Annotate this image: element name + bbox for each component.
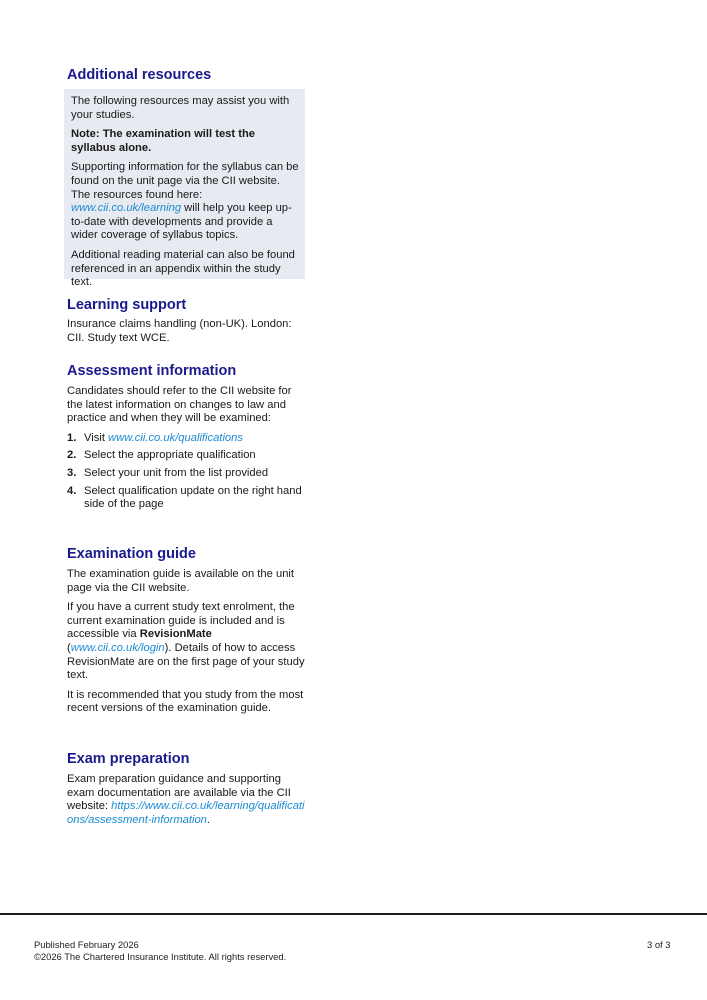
assessment-intro: Candidates should refer to the CII website for the latest information on changes to law and practice and when they will be examined:	[67, 385, 292, 425]
learning-link[interactable]: www.cii.co.uk/learning	[71, 202, 182, 215]
resources-additional-reading: Additional reading material can also be found referenced in an appendix within the study text.	[71, 248, 295, 289]
step-item	[67, 467, 305, 481]
exam-prep-text: Exam preparation guidance and supporting exam documentation are available via the CII website:	[67, 773, 291, 813]
step-number: 1.	[67, 431, 77, 444]
login-link[interactable]: www.cii.co.uk/login	[70, 641, 165, 654]
exam-preparation-text	[67, 773, 305, 827]
exam-guide-enrolment	[67, 601, 305, 683]
heading-learning-support: Learning support	[67, 297, 187, 313]
step-item	[67, 485, 305, 512]
enrolment-text-after: ). Details of how to access RevisionMate are on the first page of your study text.	[67, 641, 305, 682]
supporting-text-after: will help you keep up-to-date with developments and provide a wider coverage of syllabus topics.	[71, 202, 292, 242]
supporting-text: Supporting information for the syllabus can be found on the unit page via the CII website. The resources found here:	[71, 161, 299, 201]
step-text: Visit	[84, 431, 109, 444]
learning-support-text: Insurance claims handling (non-UK). London: CII. Study text WCE.	[67, 318, 292, 344]
step-text: Select your unit from the list provided	[84, 466, 269, 479]
note-text: Note: The examination will test the syllabus alone.	[71, 128, 255, 154]
resources-intro: The following resources may assist you with your studies.	[71, 95, 290, 121]
footer-left	[34, 939, 286, 963]
additional-resources-box	[64, 89, 305, 289]
step-number: 4.	[67, 484, 77, 497]
step-item	[67, 449, 305, 463]
resources-supporting-info	[71, 161, 301, 243]
step-text: Select the appropriate qualification	[84, 449, 256, 462]
qualifications-link[interactable]: www.cii.co.uk/qualifications	[108, 431, 243, 444]
exam-prep-text-after: .	[206, 813, 211, 826]
heading-examination-guide: Examination guide	[67, 546, 196, 562]
step-number: 3.	[67, 466, 77, 479]
paren-open: (	[67, 641, 71, 654]
enrolment-text: If you have a current study text enrolment, the current examination guide is included and is accessible via	[67, 601, 295, 641]
revisionmate-label: RevisionMate	[139, 628, 212, 641]
assessment-information-section	[67, 385, 305, 516]
learning-support-section	[67, 318, 305, 345]
heading-exam-preparation: Exam preparation	[67, 751, 190, 767]
step-number: 2.	[67, 449, 77, 462]
assessment-information-link[interactable]: https://www.cii.co.uk/learning/qualifications/assessment-information	[67, 800, 305, 826]
published-date: Published February 2026	[34, 939, 139, 950]
exam-preparation-section	[67, 773, 305, 827]
step-text: Select qualification update on the right hand side of the page	[84, 484, 302, 511]
assessment-steps	[67, 432, 305, 512]
copyright: ©2026 The Chartered Insurance Institute. All rights reserved.	[34, 951, 287, 962]
heading-additional-resources: Additional resources	[67, 67, 212, 83]
footer-divider	[0, 913, 707, 915]
page-number: 3 of 3	[647, 939, 671, 950]
step-item	[67, 432, 305, 446]
exam-guide-recommendation: It is recommended that you study from the most recent versions of the examination guide.	[67, 688, 304, 715]
resources-note	[71, 128, 301, 155]
heading-assessment-information: Assessment information	[67, 363, 237, 379]
examination-guide-section	[67, 568, 305, 716]
exam-guide-availability: The examination guide is available on the unit page via the CII website.	[67, 568, 295, 594]
